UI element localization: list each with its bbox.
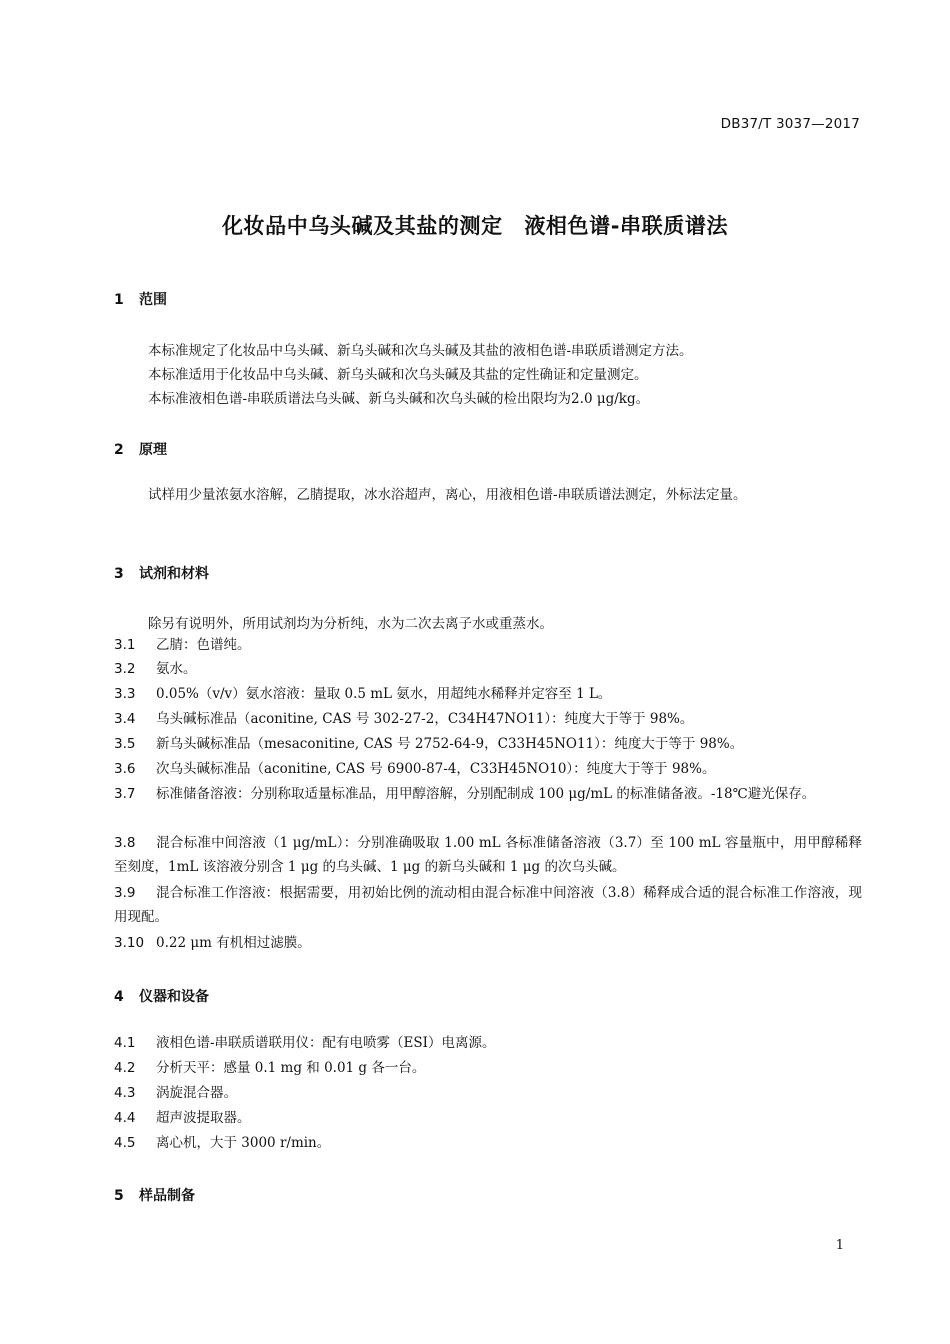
scope-line-1: 本标准规定了化妆品中乌头碱、新乌头碱和次乌头碱及其盐的液相色谱-串联质谱测定方法。 bbox=[148, 343, 693, 359]
item-text: 分析天平：感量 0.1 mg 和 0.01 g 各一台。 bbox=[156, 1060, 426, 1076]
list-item bbox=[114, 634, 862, 658]
section-heading-4 bbox=[114, 986, 209, 1006]
item-number: 3.3 bbox=[114, 686, 136, 702]
list-item bbox=[114, 708, 862, 732]
item-text: 涡旋混合器。 bbox=[156, 1085, 237, 1101]
list-item bbox=[114, 683, 862, 707]
page-number: 1 bbox=[835, 1238, 844, 1253]
item-number: 3.4 bbox=[114, 711, 136, 727]
section-number: 4 bbox=[114, 989, 124, 1005]
item-text: 标准储备溶液：分别称取适量标准品，用甲醇溶解，分别配制成 100 μg/mL 的标准储备液。-18℃避光保存。 bbox=[156, 786, 816, 802]
item-text: 混合标准工作溶液：根据需要，用初始比例的流动相由混合标准中间溶液（3.8）稀释成合适的混合标准工作溶液，现用现配。 bbox=[114, 885, 862, 925]
section-heading-1 bbox=[114, 289, 167, 309]
item-number: 3.7 bbox=[114, 786, 136, 802]
section-number: 1 bbox=[114, 292, 124, 308]
item-text: 0.05%（v/v）氨水溶液：量取 0.5 mL 氨水，用超纯水稀释并定容至 1 L。 bbox=[156, 686, 612, 702]
section-title: 试剂和材料 bbox=[139, 566, 209, 582]
section-number: 3 bbox=[114, 566, 124, 582]
section-heading-3 bbox=[114, 563, 209, 583]
list-item bbox=[114, 1132, 862, 1156]
list-item bbox=[114, 1082, 862, 1106]
item-text: 超声波提取器。 bbox=[156, 1110, 251, 1126]
item-number: 3.8 bbox=[114, 835, 136, 851]
list-item bbox=[114, 1032, 862, 1056]
item-number: 3.9 bbox=[114, 885, 136, 901]
item-number: 4.1 bbox=[114, 1035, 136, 1051]
list-item bbox=[114, 1107, 862, 1131]
section-title: 范围 bbox=[139, 292, 167, 308]
item-text: 离心机，大于 3000 r/min。 bbox=[156, 1135, 331, 1151]
list-item bbox=[114, 733, 862, 757]
item-text: 氨水。 bbox=[156, 661, 197, 677]
item-number: 3.10 bbox=[114, 935, 145, 951]
list-item bbox=[114, 932, 862, 956]
section-title: 样品制备 bbox=[139, 1188, 195, 1204]
list-item bbox=[114, 758, 862, 782]
item-number: 4.4 bbox=[114, 1110, 136, 1126]
item-text: 新乌头碱标准品（mesaconitine, CAS 号 2752-64-9，C33H45NO11）：纯度大于等于 98%。 bbox=[156, 736, 744, 752]
document-code: DB37/T 3037—2017 bbox=[720, 116, 860, 132]
section-number: 2 bbox=[114, 442, 124, 458]
list-item bbox=[114, 882, 862, 929]
item-text: 乙腈：色谱纯。 bbox=[156, 637, 251, 653]
section-heading-2 bbox=[114, 439, 167, 459]
item-number: 4.5 bbox=[114, 1135, 136, 1151]
section-title: 原理 bbox=[139, 442, 167, 458]
list-item bbox=[114, 832, 862, 879]
section-heading-5 bbox=[114, 1185, 195, 1205]
list-item bbox=[114, 1057, 862, 1081]
item-text: 乌头碱标准品（aconitine, CAS 号 302-27-2，C34H47NO11）：纯度大于等于 98%。 bbox=[156, 711, 694, 727]
item-text: 0.22 μm 有机相过滤膜。 bbox=[156, 935, 311, 951]
item-number: 3.5 bbox=[114, 736, 136, 752]
reagents-intro: 除另有说明外，所用试剂均为分析纯，水为二次去离子水或重蒸水。 bbox=[148, 616, 553, 632]
item-number: 3.1 bbox=[114, 637, 136, 653]
item-text: 液相色谱-串联质谱联用仪：配有电喷雾（ESI）电离源。 bbox=[156, 1035, 496, 1051]
item-text: 混合标准中间溶液（1 μg/mL）：分别准确吸取 1.00 mL 各标准储备溶液（3.7）至 100 mL 容量瓶中，用甲醇稀释至刻度，1mL 该溶液分别含 1 μg 的乌头碱、1 μg 的新乌头碱和 1 μg 的次乌头碱。 bbox=[114, 835, 862, 875]
item-number: 3.6 bbox=[114, 761, 136, 777]
item-number: 4.2 bbox=[114, 1060, 136, 1076]
item-number: 3.2 bbox=[114, 661, 136, 677]
principle-paragraph: 试样用少量浓氨水溶解，乙腈提取，冰水浴超声，离心，用液相色谱-串联质谱法测定，外标法定量。 bbox=[148, 487, 747, 503]
document-title: 化妆品中乌头碱及其盐的测定 液相色谱-串联质谱法 bbox=[221, 214, 729, 238]
item-text: 次乌头碱标准品（aconitine, CAS 号 6900-87-4，C33H45NO10）：纯度大于等于 98%。 bbox=[156, 761, 716, 777]
scope-line-2: 本标准适用于化妆品中乌头碱、新乌头碱和次乌头碱及其盐的定性确证和定量测定。 bbox=[148, 367, 648, 383]
list-item bbox=[114, 658, 862, 682]
section-title: 仪器和设备 bbox=[139, 989, 209, 1005]
list-item bbox=[114, 783, 862, 807]
section-number: 5 bbox=[114, 1188, 124, 1204]
scope-line-3: 本标准液相色谱-串联质谱法乌头碱、新乌头碱和次乌头碱的检出限均为2.0 μg/kg。 bbox=[148, 391, 650, 407]
item-number: 4.3 bbox=[114, 1085, 136, 1101]
